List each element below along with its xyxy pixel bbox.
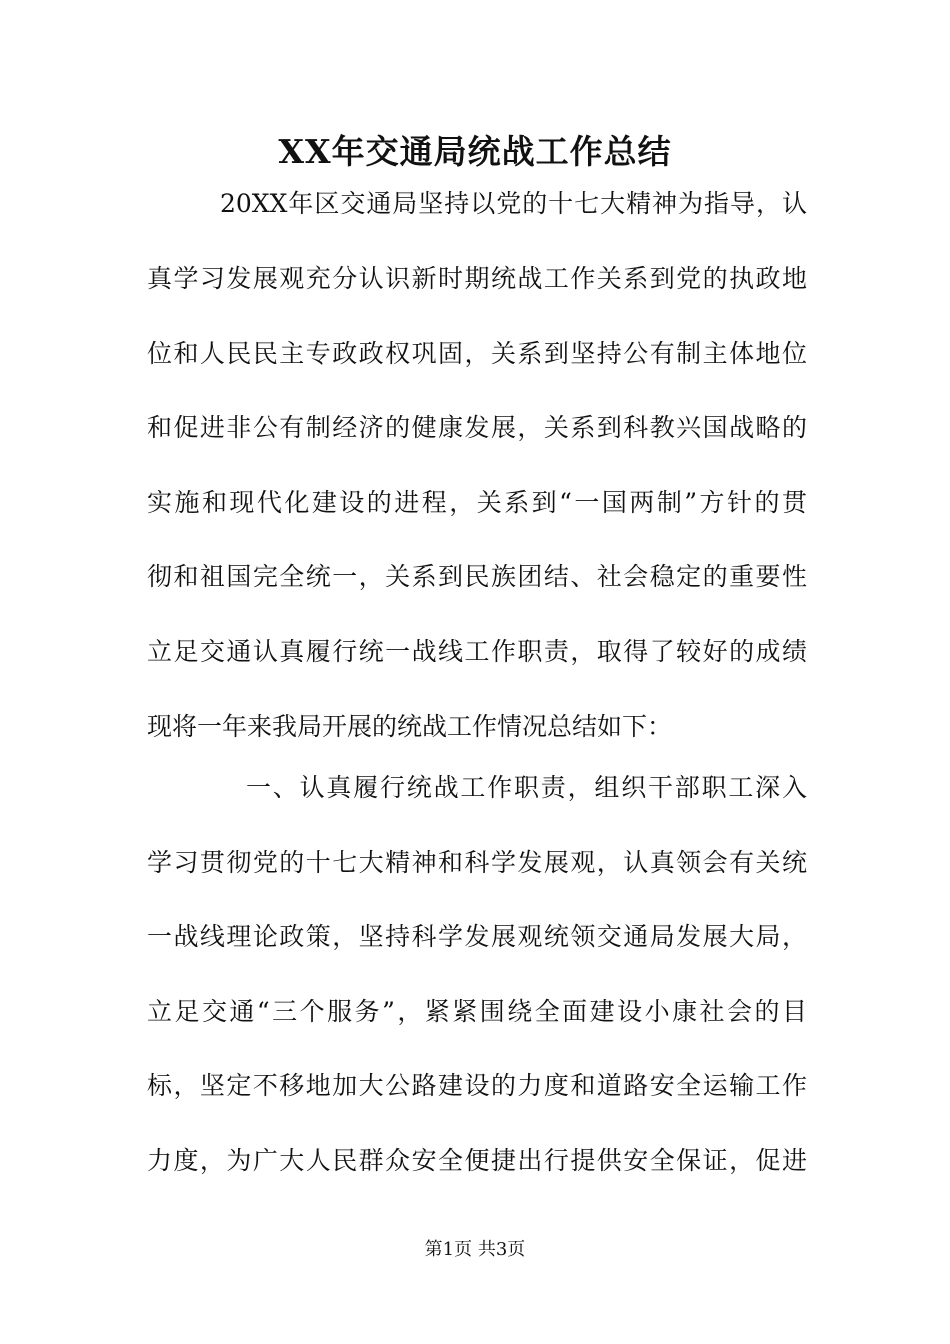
body-line-3: 位和人民民主专政政权巩固，关系到坚持公有制主体地位: [147, 339, 807, 368]
body-line-6: 彻和祖国完全统一，关系到民族团结、社会稳定的重要性: [147, 562, 807, 591]
body-line-8: 现将一年来我局开展的统战工作情况总结如下：: [147, 712, 673, 741]
body-line-10: 学习贯彻党的十七大精神和科学发展观，认真领会有关统: [147, 848, 807, 877]
page-number-footer: 第1页 共3页: [424, 1239, 526, 1260]
document-title: XX年交通局统战工作总结: [278, 132, 672, 171]
body-line-14: 力度，为广大人民群众安全便捷出行提供安全保证，促进: [147, 1146, 807, 1175]
body-line-1: 20XX年区交通局坚持以党的十七大精神为指导，认: [220, 189, 807, 218]
body-line-11: 一战线理论政策，坚持科学发展观统领交通局发展大局，: [147, 922, 807, 951]
body-line-12: 立足交通“三个服务”，紧紧围绕全面建设小康社会的目: [147, 997, 807, 1026]
body-line-4: 和促进非公有制经济的健康发展，关系到科教兴国战略的: [147, 413, 807, 442]
body-line-2: 真学习发展观充分认识新时期统战工作关系到党的执政地: [147, 264, 807, 293]
body-line-5: 实施和现代化建设的进程，关系到“一国两制”方针的贯: [147, 488, 807, 517]
body-line-13: 标，坚定不移地加大公路建设的力度和道路安全运输工作: [147, 1071, 807, 1100]
body-line-7: 立足交通认真履行统一战线工作职责，取得了较好的成绩: [147, 637, 807, 666]
section-one-line-1: 一、认真履行统战工作职责，组织干部职工深入: [246, 773, 807, 802]
